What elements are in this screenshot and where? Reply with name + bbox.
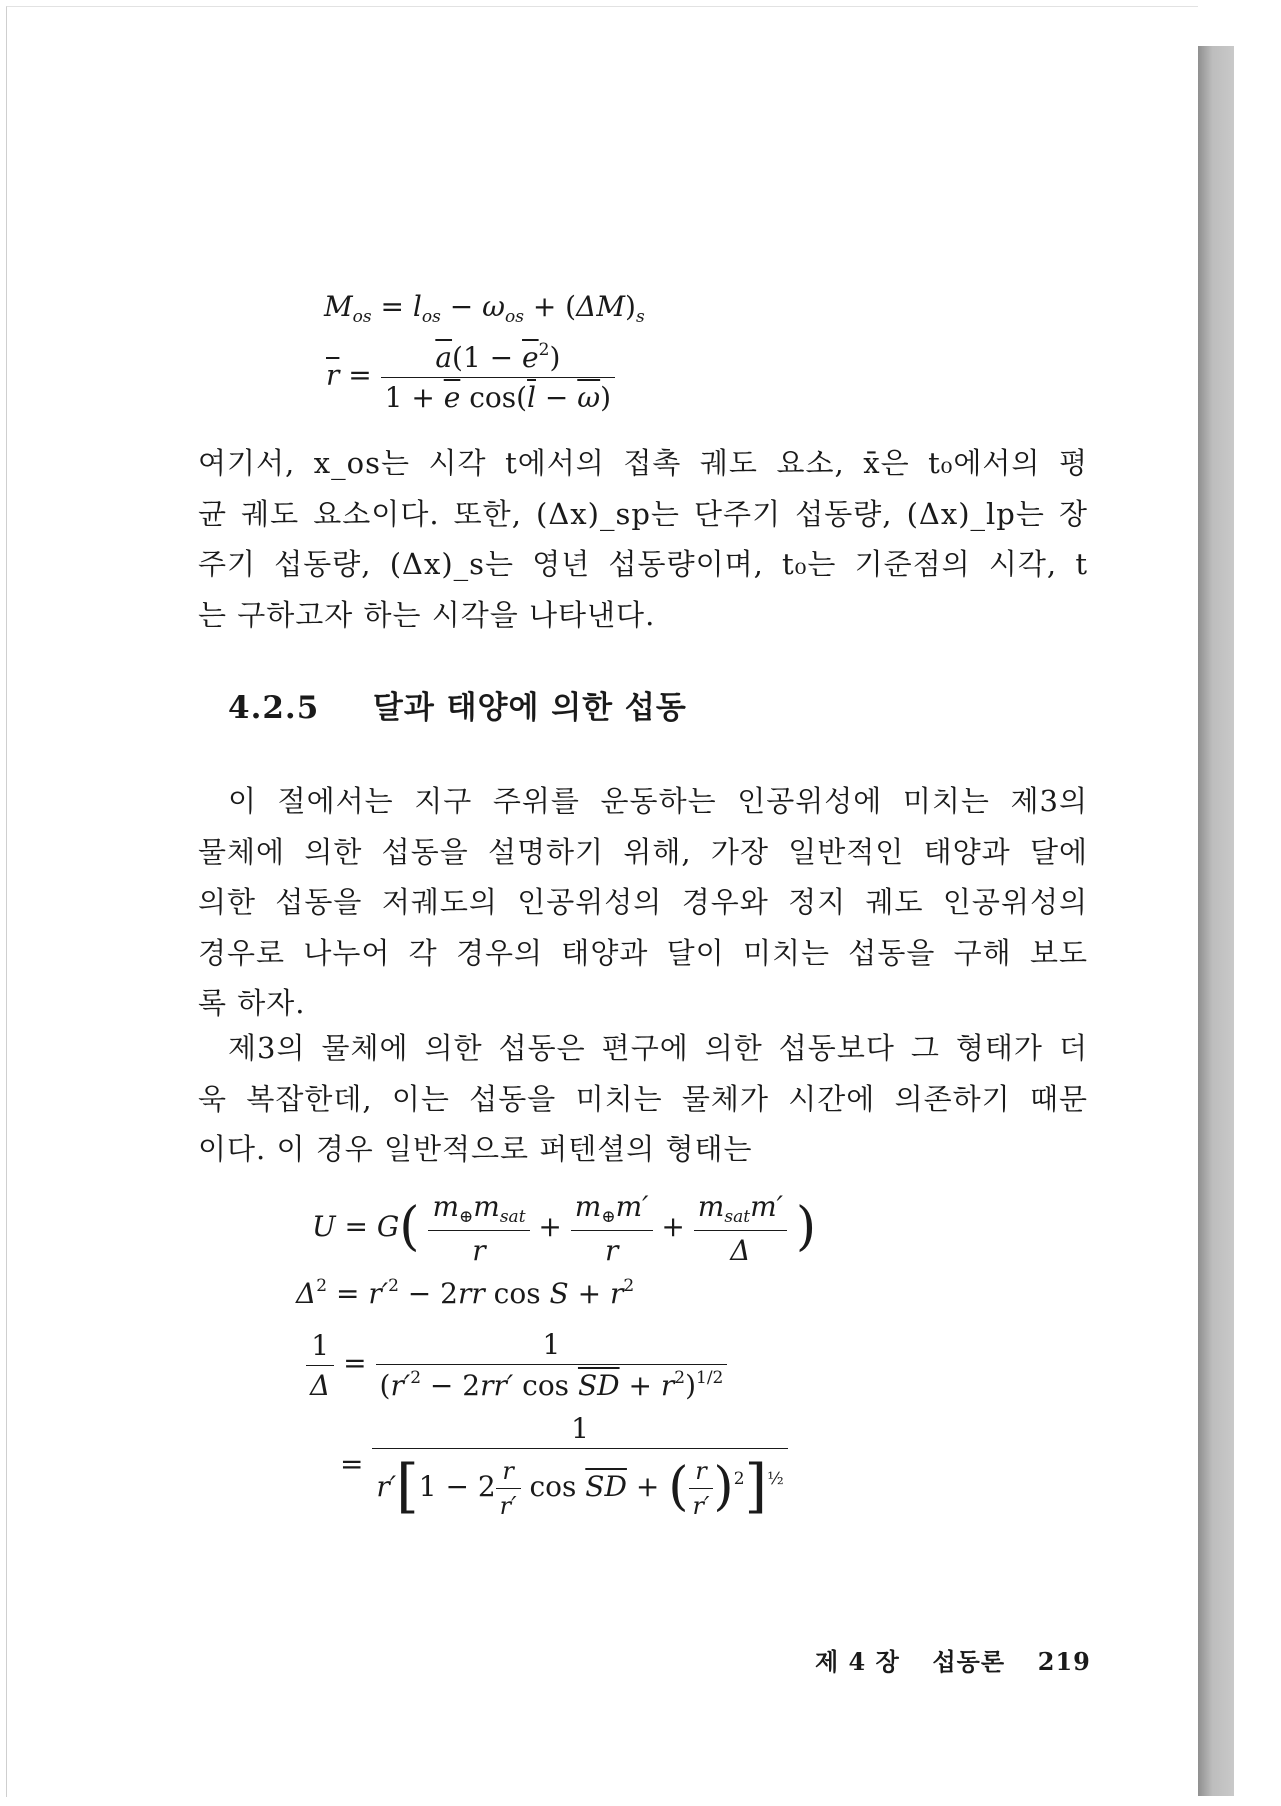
paragraph-line: 물체에 의한 섭동을 설명하기 위해, 가장 일반적인 태양과 달에 <box>198 834 1088 869</box>
paragraph-line: 이 절에서는 지구 주위를 운동하는 인공위성에 미치는 제3의 <box>228 784 1088 818</box>
footer-chapter: 제 4 장 <box>815 1647 900 1676</box>
paragraph-definitions <box>198 438 1088 640</box>
paragraph-line: 욱 복잡한데, 이는 섭동을 미치는 물체가 시간에 의존하기 때문 <box>198 1081 1088 1116</box>
section-number: 4.2.5 <box>228 690 320 726</box>
equation-radius: $\overline{r}$ = $\frac{\overline{a}(1 - \overline{e}^2)}{1 + \overline{e} \cos(\overline{l} - \overline{\omega})}$ <box>326 340 615 414</box>
page-edge-shadow <box>1198 6 1234 1796</box>
paragraph-line: 이다. 이 경우 일반적으로 퍼텐셜의 형태는 <box>198 1132 753 1166</box>
paragraph-third-body <box>198 1023 1088 1175</box>
equation-delta-squared: $\Delta^2 = r'^2 - 2rr$ $\cos S + r^2$ <box>296 1276 635 1310</box>
equation-inverse-delta-expanded: = 1 r′[1 − 2 $\frac{r}{r'}$ $\cos \overline{SD}$ + ( $\frac{r}{r'}$ )$^2$]$^{\frac{1}{2}}$ <box>340 1412 788 1520</box>
equation-mean-anomaly: $M_{os} = l_{os} - \omega_{os} + (\Delta M)_s$ <box>324 290 645 327</box>
page-edge-corner <box>1198 6 1234 46</box>
paragraph-line: 제3의 물체에 의한 섭동은 편구에 의한 섭동보다 그 형태가 더 <box>228 1031 1088 1065</box>
paragraph-line: 여기서, x_os는 시각 t에서의 접촉 궤도 요소, x̄은 t₀에서의 평 <box>198 446 1088 480</box>
paragraph-line: 는 구하고자 하는 시각을 나타낸다. <box>198 597 656 632</box>
equation-inverse-delta: $\frac{1}{\Delta}$ = $\frac{1}{(r'^2 - 2rr' \cos \overline{SD} + r^2)^{1/2}}$ <box>306 1328 727 1402</box>
paragraph-line: 주기 섭동량, (Δx)_s는 영년 섭동량이며, t₀는 기준점의 시각, t <box>198 547 1088 581</box>
paragraph-intro <box>198 776 1088 1029</box>
section-heading <box>228 682 687 727</box>
page-number: 219 <box>1037 1647 1091 1676</box>
paragraph-line: 록 하자. <box>198 986 306 1020</box>
page-footer <box>815 1642 1091 1677</box>
paragraph-line: 경우로 나누어 각 경우의 태양과 달이 미치는 섭동을 구해 보도 <box>198 935 1088 970</box>
paragraph-line: 균 궤도 요소이다. 또한, (Δx)_sp는 단주기 섭동량, (Δx)_lp는 장 <box>198 496 1088 531</box>
paragraph-line: 의한 섭동을 저궤도의 인공위성의 경우와 정지 궤도 인공위성의 <box>198 885 1088 919</box>
section-title: 달과 태양에 의한 섭동 <box>372 690 687 726</box>
equation-potential: U = G( $\frac{m_\oplus m_{sat}}{r}$ + $\frac{m_\oplus m'}{r}$ + $\frac{m_{sat}m'}{\Delta}$ ) <box>312 1190 817 1267</box>
footer-chapter-title: 섭동론 <box>932 1647 1006 1676</box>
